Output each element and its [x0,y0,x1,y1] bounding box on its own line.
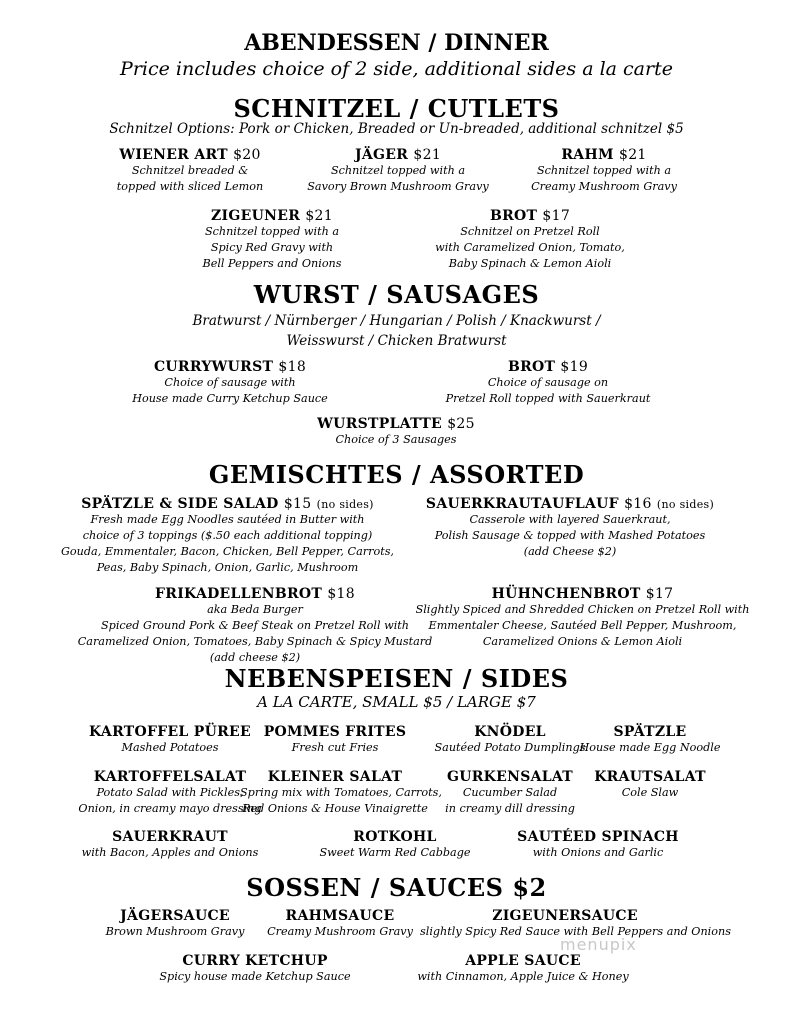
menu-item [400,586,765,650]
item-desc: Savory Brown Mushroom Gravy [307,180,489,193]
item-desc: Red Onions & House Vinaigrette [242,802,428,815]
item-desc: Caramelized Onions & Lemon Aioli [482,635,683,648]
item-name: KRAUTSALAT [594,769,706,785]
item-desc: Schnitzel on Pretzel Roll [460,225,600,238]
item-name: SPÄTZLE [613,724,687,740]
item-desc: Fresh made Egg Noodles sautéed in Butter with [90,513,365,526]
item-desc: in creamy dill dressing [445,802,575,815]
item-name: CURRYWURST [153,359,274,375]
item-desc: Cole Slaw [621,786,679,799]
item-desc: Spring mix with Tomatoes, Carrots, [240,786,442,799]
item-desc: topped with sliced Lemon [116,180,264,193]
item-desc: Schnitzel topped with a [204,225,340,238]
item-desc: Cucumber Salad [462,786,558,799]
side-item [560,769,740,801]
item-desc: Polish Sausage & topped with Mashed Potatoes [434,529,706,542]
item-desc: Schnitzel topped with a [536,164,672,177]
menu-item [60,496,395,576]
page-subtitle: Price includes choice of 2 side, additional sides a la carte [120,58,673,80]
side-item [70,829,270,861]
item-desc: Choice of sausage on [487,376,609,389]
item-price: $16 [624,496,652,512]
item-name: RAHMSAUCE [285,908,395,924]
side-item [240,769,442,817]
side-item [498,829,698,861]
item-name: BROT [507,359,556,375]
item-name: KARTOFFEL PÜREE [89,724,251,740]
menu-item [288,147,508,195]
item-desc: Brown Mushroom Gravy [105,925,245,938]
menu-item [428,359,668,407]
item-desc: Slightly Spiced and Shredded Chicken on Pretzel Roll with [415,603,750,616]
item-desc: Caramelized Onion, Tomatoes, Baby Spinach & Spicy Mustard [77,635,433,648]
menu-item [80,147,300,195]
item-desc: Baby Spinach & Lemon Aioli [448,257,612,270]
item-desc: Schnitzel breaded & [131,164,249,177]
item-desc: Spiced Ground Pork & Beef Steak on Pretzel Roll with [101,619,409,632]
item-note: (no sides) [656,498,715,511]
item-desc: slightly Spicy Red Sauce with Bell Peppers and Onions [420,925,731,938]
section-title-sides: NEBENSPEISEN / SIDES [224,664,569,693]
item-desc: Schnitzel topped with a [330,164,466,177]
item-desc: with Cinnamon, Apple Juice & Honey [417,970,629,983]
item-price: $17 [542,208,571,224]
schnitzel-options: Schnitzel Options: Pork or Chicken, Breaded or Un-breaded, additional schnitzel $5 [109,121,684,137]
item-note: (no sides) [316,498,374,511]
item-name: KNÖDEL [474,724,546,740]
item-desc: Fresh cut Fries [291,741,379,754]
item-name: BROT [489,208,538,224]
sauce-item [90,908,260,940]
item-name: ZIGEUNERSAUCE [492,908,638,924]
item-desc: with Caramelized Onion, Tomato, [435,241,625,254]
item-name: KLEINER SALAT [267,769,403,785]
side-item [560,724,740,756]
menu-item [276,416,516,448]
item-name: CURRY KETCHUP [182,953,328,969]
item-name: SAUERKRAUTAUFLAUF [425,496,619,512]
item-desc: Sweet Warm Red Cabbage [319,846,471,859]
item-desc: House made Egg Noodle [579,741,721,754]
sides-pricing: A LA CARTE, SMALL $5 / LARGE $7 [257,693,536,711]
item-desc: Sautéed Potato Dumplings [434,741,586,754]
item-price: $21 [618,147,647,163]
item-desc: Pretzel Roll topped with Sauerkraut [445,392,651,405]
item-name: ZIGEUNER [211,208,301,224]
item-name: APPLE SAUCE [465,953,581,969]
side-item [240,724,430,756]
menu-item [410,496,730,560]
item-name: FRIKADELLENBROT [155,586,323,602]
item-name: KARTOFFELSALAT [93,769,247,785]
menu-item [410,208,650,272]
item-desc: Onion, in creamy mayo dressing [78,802,262,815]
item-name: RAHM [561,147,614,163]
sauce-item [255,908,425,940]
item-price: $20 [233,147,261,163]
item-name: SPÄTZLE & SIDE SALAD [81,496,279,512]
item-price: $25 [447,416,475,432]
item-price: $19 [560,359,589,375]
watermark: menupix [560,935,637,954]
item-desc: House made Curry Ketchup Sauce [132,392,328,405]
sauce-item [155,953,355,985]
item-desc: with Bacon, Apples and Onions [81,846,259,859]
menu-item [494,147,714,195]
item-desc: Spicy house made Ketchup Sauce [159,970,351,983]
item-desc: with Onions and Garlic [532,846,664,859]
section-title-schnitzel: SCHNITZEL / CUTLETS [233,94,560,123]
item-name: SAUERKRAUT [112,829,228,845]
sauce-item [408,953,638,985]
item-price: $18 [278,359,307,375]
item-price: $21 [413,147,442,163]
item-desc: Emmentaler Cheese, Sautéed Bell Pepper, Mushroom, [428,619,737,632]
item-desc: Choice of 3 Sausages [335,433,457,446]
menu-item [75,586,435,666]
item-desc: Gouda, Emmentaler, Bacon, Chicken, Bell Pepper, Carrots, [61,545,394,558]
section-title-assorted: GEMISCHTES / ASSORTED [208,460,585,489]
sausage-types [0,311,793,351]
item-desc: Potato Salad with Pickles, [96,786,244,799]
item-desc: Casserole with layered Sauerkraut, [469,513,671,526]
item-desc: Spicy Red Gravy with [210,241,334,254]
item-desc: Peas, Baby Spinach, Onion, Garlic, Mushroom [96,561,359,574]
item-desc: Creamy Mushroom Gravy [531,180,677,193]
item-desc: (add cheese $2) [209,651,301,664]
item-name: POMMES FRITES [263,724,407,740]
item-price: $21 [305,208,333,224]
side-item [300,829,490,861]
item-desc: Bell Peppers and Onions [202,257,342,270]
menu-item [110,359,350,407]
item-name: GURKENSALAT [446,769,574,785]
sausage-types-line: Weisswurst / Chicken Bratwurst [286,333,507,349]
sausage-types-line: Bratwurst / Nürnberger / Hungarian / Polish / Knackwurst / [192,313,601,329]
item-desc: aka Beda Burger [207,603,303,616]
item-desc: Choice of sausage with [164,376,296,389]
item-name: ROTKOHL [353,829,437,845]
item-name: WURSTPLATTE [317,416,443,432]
menu-item [162,208,382,272]
item-name: HÜHNCHENBROT [491,586,641,602]
section-title-sauces: SOSSEN / SAUCES $2 [246,873,547,902]
item-price: $17 [645,586,674,602]
item-desc: choice of 3 toppings ($.50 each additional topping) [82,529,373,542]
item-name: SAUTÉED SPINACH [517,829,679,845]
item-desc: (add Cheese $2) [523,545,617,558]
item-name: JÄGER [354,147,409,163]
item-price: $18 [327,586,355,602]
item-price: $15 [283,496,312,512]
item-desc: Creamy Mushroom Gravy [267,925,413,938]
item-desc: Mashed Potatoes [121,741,219,754]
item-name: JÄGERSAUCE [120,908,230,924]
page-title: ABENDESSEN / DINNER [244,30,549,56]
item-name: WIENER ART [119,147,228,163]
section-title-wurst: WURST / SAUSAGES [253,280,540,309]
